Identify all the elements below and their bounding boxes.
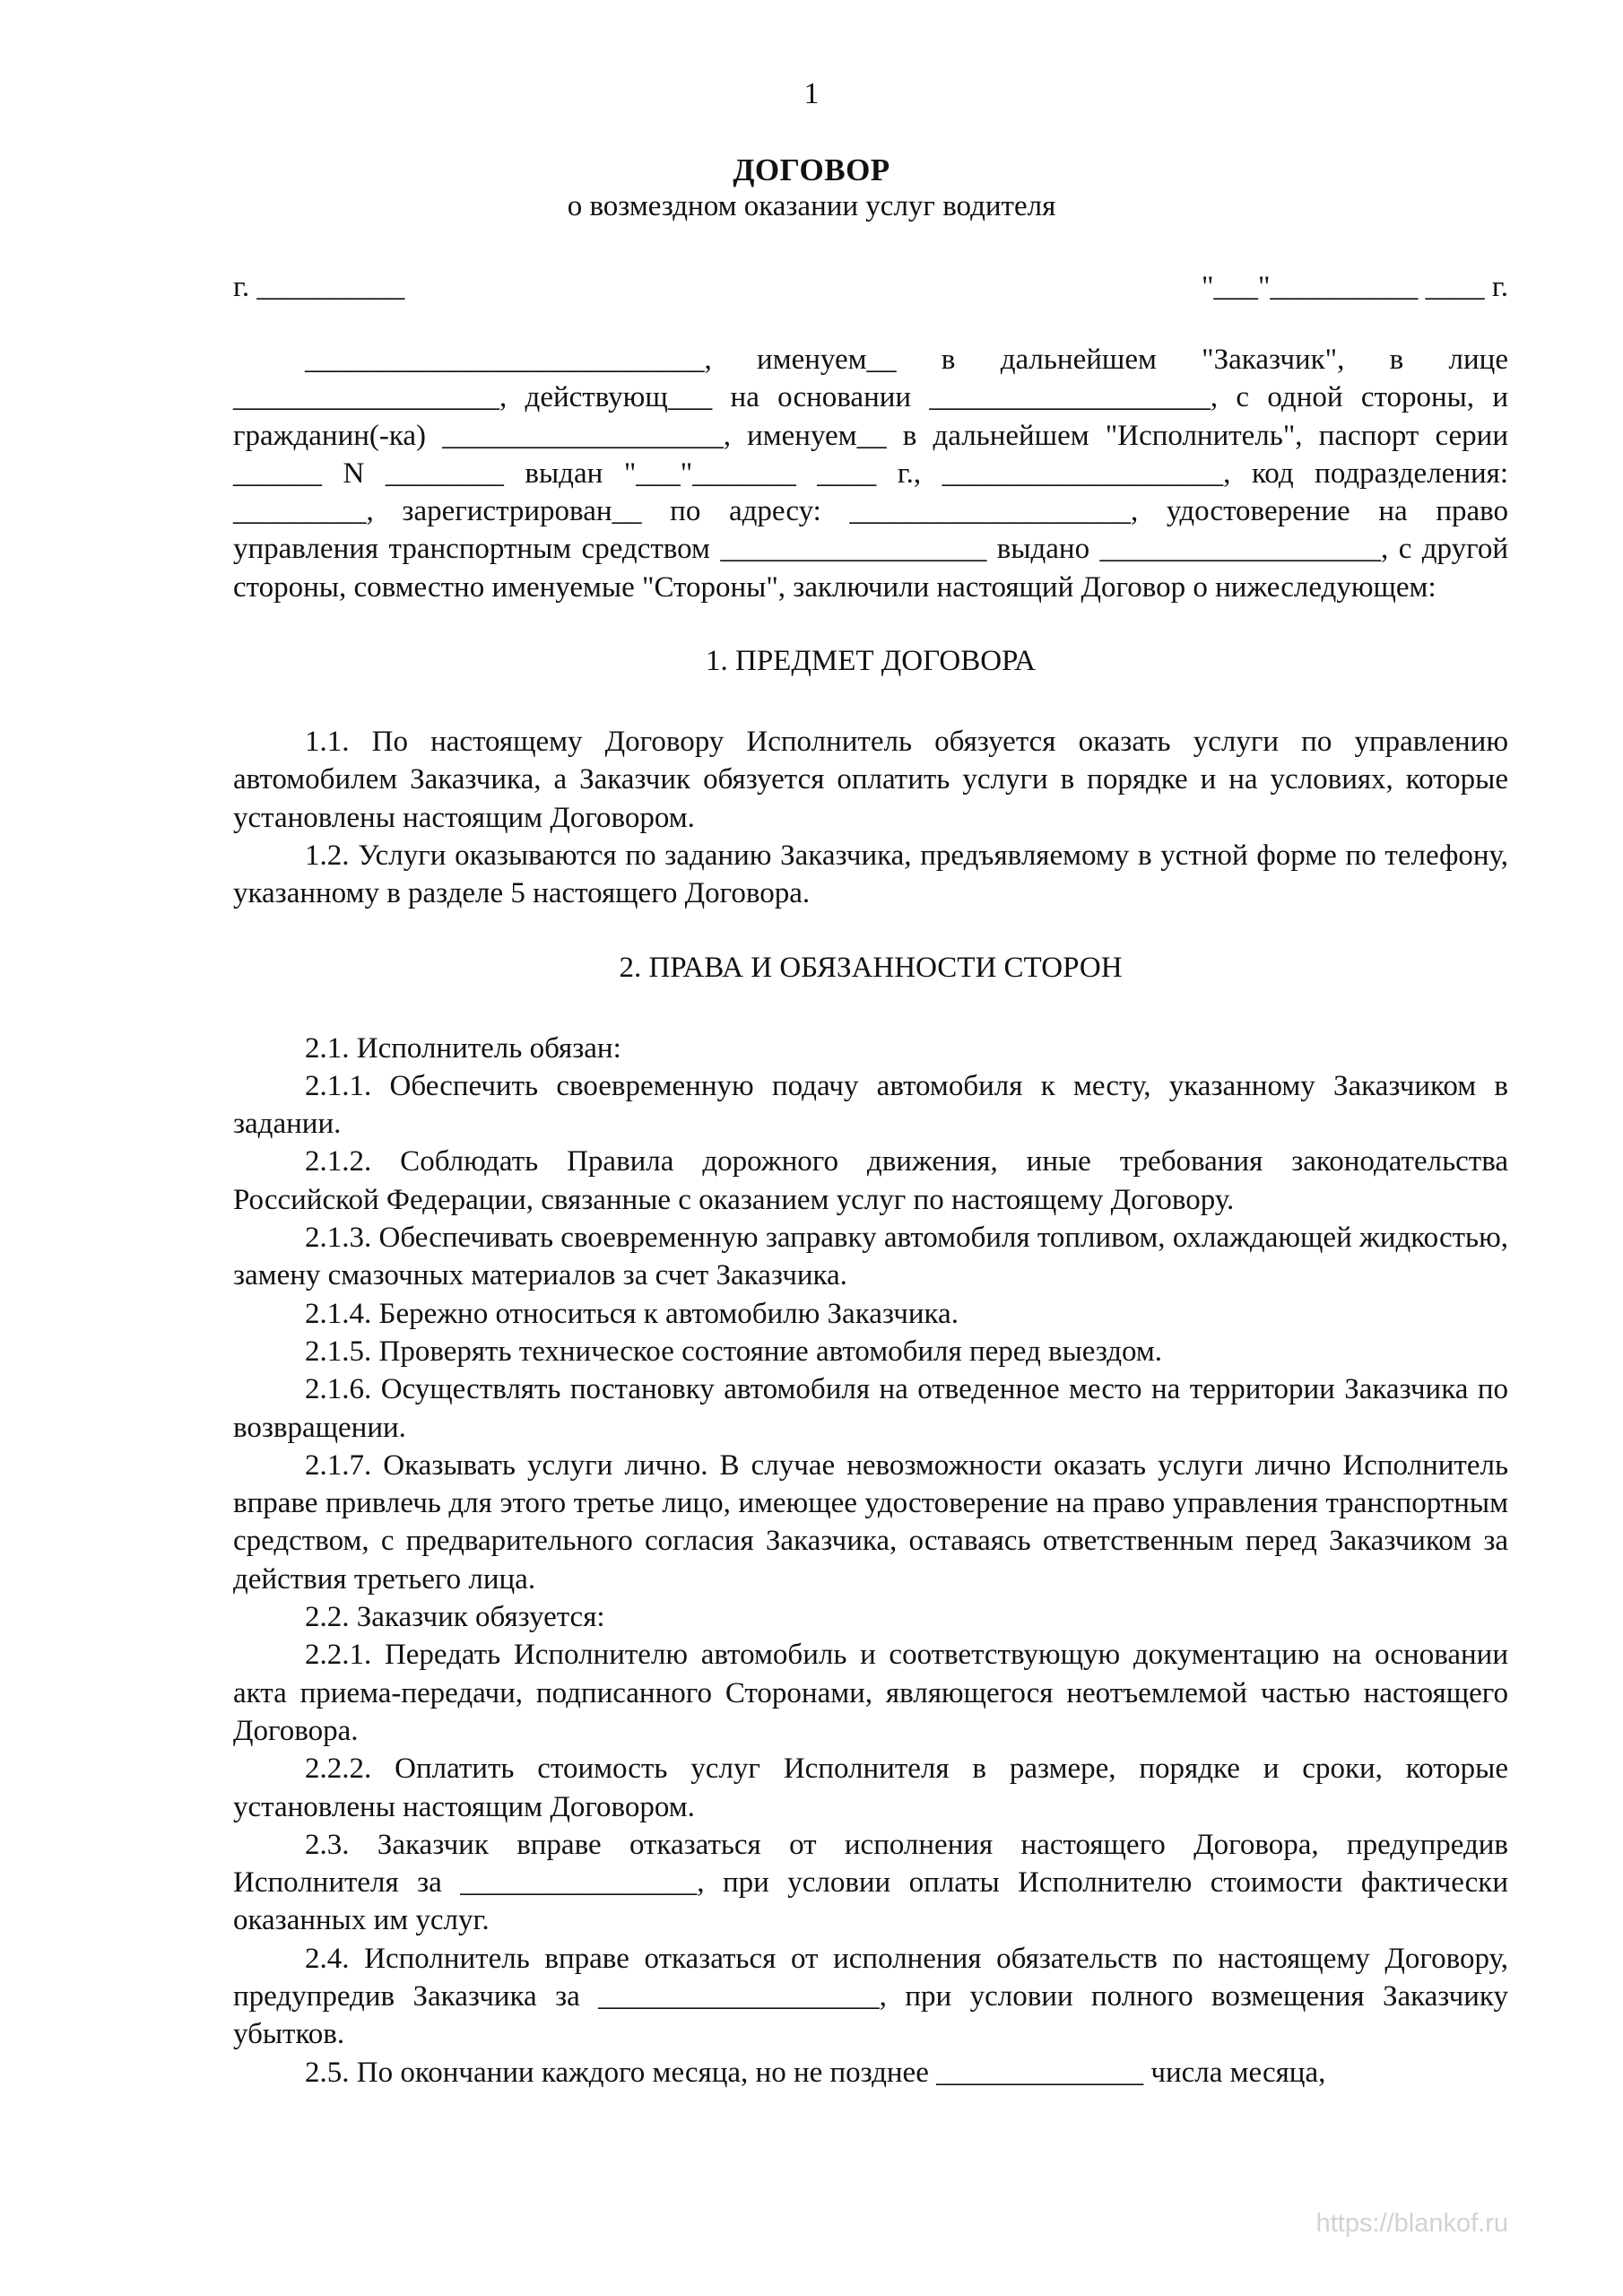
clause-2-1-7: 2.1.7. Оказывать услуги лично. В случае невозможности оказать услуги лично Исполнитель вправе привлечь для этого третье лицо, имеющее удостоверение на право управления транспортным средством, с предварительного согласия Заказчика, оставаясь ответственным перед Заказчиком за действия третьего лица. — [233, 1448, 1508, 1596]
clause-2-1-6: 2.1.6. Осуществлять постановку автомобиля на отведенное место на территории Заказчика по возвращении. — [233, 1373, 1508, 1444]
clause-1-2: 1.2. Услуги оказываются по заданию Заказчика, предъявляемому в устной форме по телефону, указанному в разделе 5 настоящего Договора. — [233, 839, 1508, 910]
clause-2-5: 2.5. По окончании каждого месяца, но не позднее ______________ числа месяца, — [305, 2056, 1326, 2089]
page-number: 1 — [803, 77, 820, 110]
site-watermark: https://blankof.ru — [1315, 2209, 1508, 2238]
contract-date: "___"__________ ____ г. — [1201, 271, 1508, 303]
clause-2-1-2: 2.1.2. Соблюдать Правила дорожного движения, иные требования законодательства Российской Федерации, связанные с оказанием услуг по настоящему Договору. — [233, 1145, 1508, 1216]
clause-2-2-1: 2.2.1. Передать Исполнителю автомобиль и соответствующую документацию на основании акта приема-передачи, подписанного Сторонами, являющегося неотъемлемой частью настоящего Договора. — [233, 1639, 1508, 1747]
clause-2-3: 2.3. Заказчик вправе отказаться от исполнения настоящего Договора, предупредив Исполнителя за ________________, при условии оплаты Исполнителю стоимости фактически оказанных им услуг. — [233, 1828, 1508, 1937]
contract-place: г. __________ — [233, 271, 405, 303]
section-1-heading: 1. ПРЕДМЕТ ДОГОВОРА — [706, 645, 1036, 678]
section-2-heading: 2. ПРАВА И ОБЯЗАННОСТИ СТОРОН — [619, 951, 1123, 984]
document-title: ДОГОВОР — [733, 152, 890, 187]
clause-2-1-3: 2.1.3. Обеспечивать своевременную заправку автомобиля топливом, охлаждающей жидкостью, замену смазочных материалов за счет Заказчика. — [233, 1222, 1508, 1292]
clause-2-1-5: 2.1.5. Проверять техническое состояние автомобиля перед выездом. — [305, 1335, 1163, 1368]
parties-intro: ___________________________, именуем__ в дальнейшем "Заказчик", в лице __________________, действующ___ на основании ___________________, с одной стороны, и гражданин(-ка) ___________________, именуем__ в дальнейшем "Исполнитель", паспорт серии ______ N ________ выдан "___"_______ ____ г., ___________________, код подразделения: _________, зарегистрирован__ по адресу: ___________________, удостоверение на право управления транспортным средством __________________ выдано ___________________, с другой стороны, совместно именуемые "Стороны", заключили настоящий Договор о нижеследующем: — [233, 344, 1508, 604]
clause-2-1-4: 2.1.4. Бережно относиться к автомобилю Заказчика. — [305, 1297, 959, 1330]
clause-2-2-2: 2.2.2. Оплатить стоимость услуг Исполнителя в размере, порядке и сроки, которые установлены настоящим Договором. — [233, 1752, 1508, 1823]
document-body — [233, 341, 1508, 2092]
document-subtitle: о возмездном оказании услуг водителя — [567, 190, 1056, 222]
clause-2-2: 2.2. Заказчик обязуется: — [305, 1601, 605, 1634]
clause-2-1: 2.1. Исполнитель обязан: — [305, 1031, 621, 1065]
clause-1-1: 1.1. По настоящему Договору Исполнитель обязуется оказать услуги по управлению автомобилем Заказчика, а Заказчик обязуется оплатить услуги в порядке и на условиях, которые установлены настоящим Договором. — [233, 726, 1508, 834]
clause-2-4: 2.4. Исполнитель вправе отказаться от исполнения обязательств по настоящему Договору, предупредив Заказчика за ___________________, при условии полного возмещения Заказчику убытков. — [233, 1942, 1508, 2051]
clause-2-1-1: 2.1.1. Обеспечить своевременную подачу автомобиля к месту, указанному Заказчиком в задании. — [233, 1069, 1508, 1141]
